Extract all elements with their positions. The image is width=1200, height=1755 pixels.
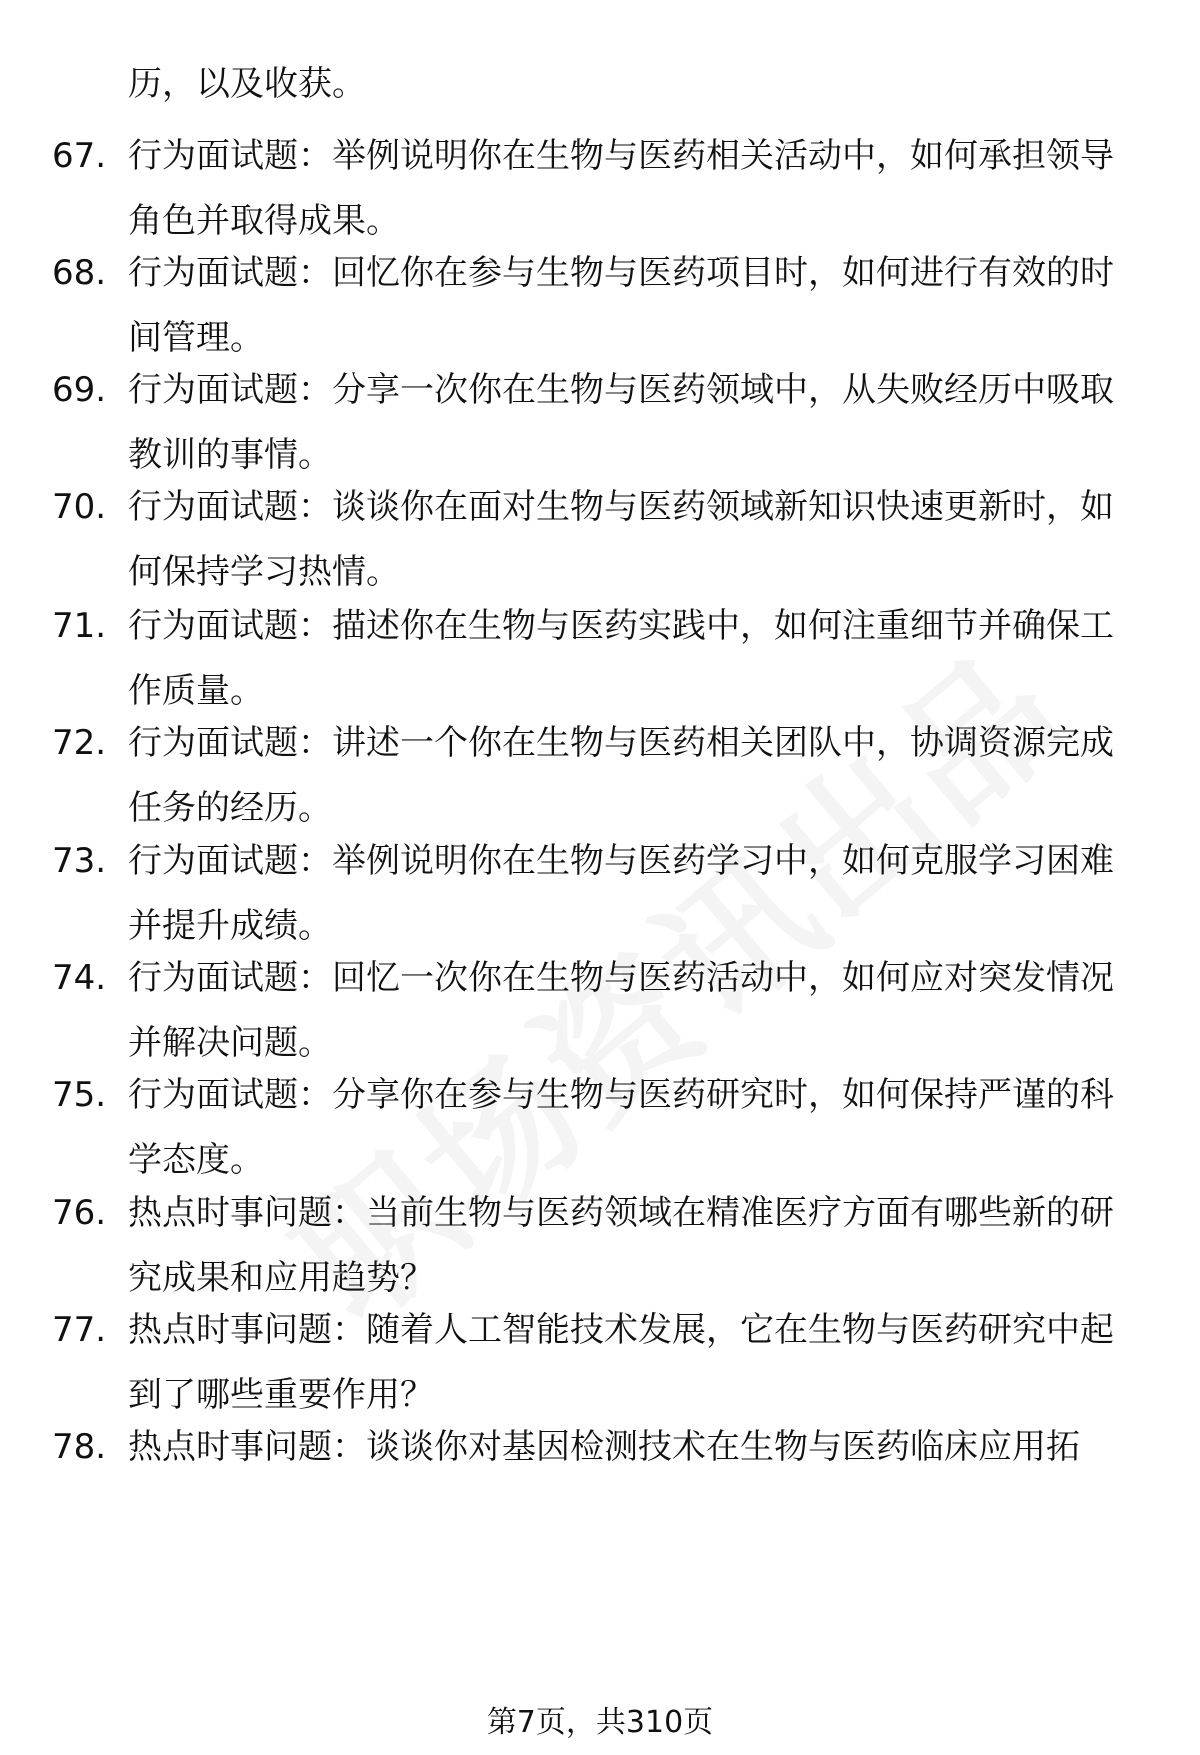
item-text: 行为面试题：举例说明你在生物与医药学习中，如何克服学习困难并提升成绩。 <box>128 841 1114 946</box>
item-text: 行为面试题：描述你在生物与医药实践中，如何注重细节并确保工作质量。 <box>128 606 1114 711</box>
item-text: 行为面试题：回忆你在参与生物与医药项目时，如何进行有效的时间管理。 <box>128 253 1114 358</box>
item-text: 行为面试题：举例说明你在生物与医药相关活动中，如何承担领导角色并取得成果。 <box>128 136 1114 241</box>
item-number: 77. <box>52 1310 107 1350</box>
item-text: 热点时事问题：随着人工智能技术发展，它在生物与医药研究中起到了哪些重要作用？ <box>128 1310 1114 1415</box>
item-number: 76. <box>52 1193 107 1233</box>
item-text: 行为面试题：分享一次你在生物与医药领域中，从失败经历中吸取教训的事情。 <box>128 370 1114 475</box>
item-text: 行为面试题：讲述一个你在生物与医药相关团队中，协调资源完成任务的经历。 <box>128 723 1114 828</box>
item-number: 68. <box>52 253 107 293</box>
item-number: 69. <box>52 370 107 410</box>
item-text: 行为面试题：分享你在参与生物与医药研究时，如何保持严谨的科学态度。 <box>128 1075 1114 1180</box>
item-number: 73. <box>52 841 107 881</box>
item-number: 71. <box>52 606 107 646</box>
continuation-text: 历，以及收获。 <box>128 64 366 104</box>
item-text: 热点时事问题：当前生物与医药领域在精准医疗方面有哪些新的研究成果和应用趋势？ <box>128 1193 1114 1298</box>
page-footer: 第7页，共310页 <box>486 1705 714 1740</box>
item-number: 70. <box>52 487 107 527</box>
item-number: 74. <box>52 958 107 998</box>
item-number: 72. <box>52 723 107 763</box>
item-number: 78. <box>52 1427 107 1467</box>
item-text: 行为面试题：回忆一次你在生物与医药活动中，如何应对突发情况并解决问题。 <box>128 958 1114 1063</box>
item-text: 热点时事问题：谈谈你对基因检测技术在生物与医药临床应用拓 <box>128 1427 1080 1467</box>
item-number: 75. <box>52 1075 107 1115</box>
item-number: 67. <box>52 136 107 176</box>
item-text: 行为面试题：谈谈你在面对生物与医药领域新知识快速更新时，如何保持学习热情。 <box>128 487 1114 592</box>
